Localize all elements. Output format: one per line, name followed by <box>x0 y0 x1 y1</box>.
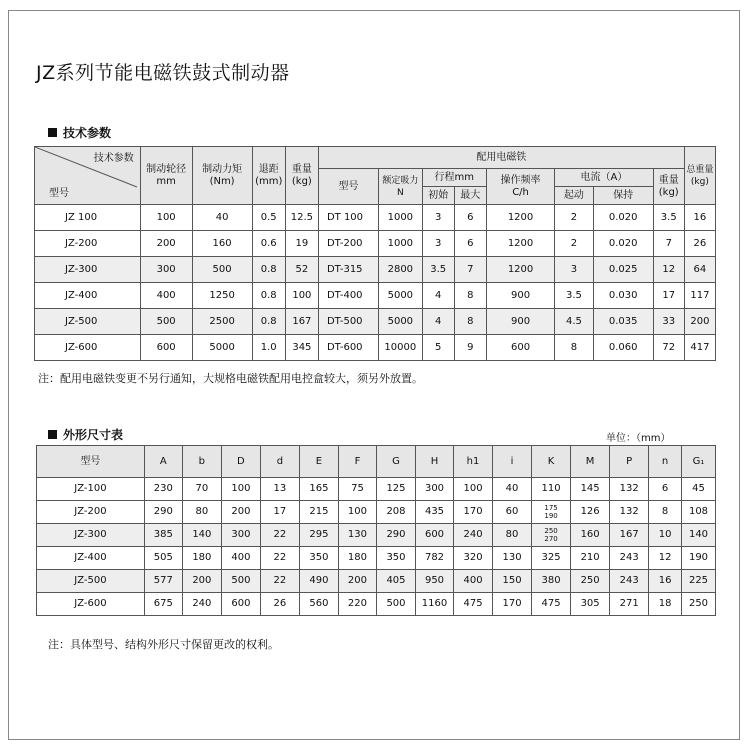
tech-table-cell: 40 <box>192 205 252 231</box>
dims-table-cell: 435 <box>416 501 454 524</box>
dims-header-cell: M <box>571 446 610 478</box>
corner-header-cell: 技术参数 型号 <box>35 147 141 205</box>
header-retreat: 退距 (mm) <box>252 147 285 205</box>
dims-table-cell: 230 <box>144 478 182 501</box>
dims-header-cell: i <box>493 446 532 478</box>
dims-header-cell: b <box>182 446 221 478</box>
tech-table-cell: 600 <box>486 335 554 361</box>
dims-table-cell: 75 <box>338 478 376 501</box>
tech-table-cell: 500 <box>192 257 252 283</box>
dims-table-cell: 60 <box>493 501 532 524</box>
tech-table-cell: 6 <box>454 205 486 231</box>
tech-table-cell: 7 <box>653 231 684 257</box>
tech-table-row <box>35 283 716 309</box>
tech-table-cell: 900 <box>486 283 554 309</box>
dims-table-cell: 1160 <box>416 593 454 616</box>
dimensions-table <box>36 445 716 616</box>
tech-table-cell: 167 <box>285 309 318 335</box>
dims-header-cell: F <box>338 446 376 478</box>
unit-label: 单位：（mm） <box>606 433 671 444</box>
dims-table-cell: 208 <box>376 501 415 524</box>
tech-table-cell: 0.060 <box>593 335 653 361</box>
dims-table-cell: 240 <box>182 593 221 616</box>
dims-table-cell: 130 <box>338 524 376 547</box>
tech-table-row <box>35 231 716 257</box>
tech-table-cell: 117 <box>684 283 715 309</box>
dims-table-cell: 167 <box>610 524 649 547</box>
tech-params-table <box>34 146 716 361</box>
dims-header-cell: n <box>649 446 682 478</box>
tech-table-cell: 8 <box>454 283 486 309</box>
dims-table-row <box>37 501 716 524</box>
dims-header-cell: h1 <box>454 446 493 478</box>
header-stroke-max: 最大 <box>454 187 486 205</box>
dims-table-cell: 10 <box>649 524 682 547</box>
dims-table-cell: 475 <box>532 593 571 616</box>
dims-cell-subvalue: 250 <box>544 527 558 535</box>
tech-table-row <box>35 257 716 283</box>
dims-table-cell: 6 <box>649 478 682 501</box>
dims-header-cell: P <box>610 446 649 478</box>
tech-table-cell: 3.5 <box>653 205 684 231</box>
tech-table-cell: 2800 <box>379 257 423 283</box>
dims-table-cell: 300 <box>221 524 260 547</box>
tech-table-cell: 200 <box>140 231 192 257</box>
tech-table-cell: 19 <box>285 231 318 257</box>
tech-table-cell: 1200 <box>486 231 554 257</box>
dims-table-row <box>37 524 716 547</box>
header-torque: 制动力矩 (Nm) <box>192 147 252 205</box>
dims-table-cell: 132 <box>610 478 649 501</box>
dims-table-row <box>37 570 716 593</box>
dims-table-cell: 100 <box>338 501 376 524</box>
tech-table-cell: 0.025 <box>593 257 653 283</box>
dims-table-cell: 180 <box>338 547 376 570</box>
dims-table-cell: 22 <box>260 547 299 570</box>
dims-table-cell: 490 <box>299 570 338 593</box>
page-title: JZ系列节能电磁铁鼓式制动器 <box>36 62 290 84</box>
dims-table-cell: 100 <box>221 478 260 501</box>
tech-table-cell: 300 <box>140 257 192 283</box>
tech-table-cell: 600 <box>140 335 192 361</box>
dims-table-cell: 130 <box>493 547 532 570</box>
tech-table-cell: 52 <box>285 257 318 283</box>
tech-table-cell: DT-315 <box>318 257 378 283</box>
dims-note: 注：具体型号、结构外形尺寸保留更改的权利。 <box>48 638 279 651</box>
dims-table-cell: 300 <box>416 478 454 501</box>
tech-table-cell: 1000 <box>379 231 423 257</box>
header-wheel: 制动轮径 mm <box>140 147 192 205</box>
dims-header-cell: H <box>416 446 454 478</box>
tech-table-cell: 3 <box>422 231 454 257</box>
dims-table-cell <box>532 524 571 547</box>
dims-table-cell: JZ-500 <box>37 570 145 593</box>
dims-table-cell: 400 <box>454 570 493 593</box>
dims-table-cell: 13 <box>260 478 299 501</box>
dims-table-cell: 500 <box>376 593 415 616</box>
tech-table-cell: 7 <box>454 257 486 283</box>
tech-table-cell: 2 <box>555 231 593 257</box>
dims-table-cell: 17 <box>260 501 299 524</box>
tech-table-cell: 400 <box>140 283 192 309</box>
header-magnet-freq: 操作频率 C/h <box>486 169 554 205</box>
dims-table-cell: 180 <box>182 547 221 570</box>
dims-table-cell: 132 <box>610 501 649 524</box>
dims-table-cell: 108 <box>682 501 716 524</box>
dims-table-cell: 271 <box>610 593 649 616</box>
dims-header-cell: 型号 <box>37 446 145 478</box>
header-stroke-init: 初始 <box>422 187 454 205</box>
dims-table-cell: 400 <box>221 547 260 570</box>
dims-table-cell: 22 <box>260 570 299 593</box>
tech-table-cell: 100 <box>140 205 192 231</box>
dims-table-cell: 18 <box>649 593 682 616</box>
tech-table-cell: 0.035 <box>593 309 653 335</box>
tech-table-cell: 0.8 <box>252 283 285 309</box>
tech-table-cell: 72 <box>653 335 684 361</box>
tech-table-cell: 10000 <box>379 335 423 361</box>
dims-table-cell: 45 <box>682 478 716 501</box>
dims-table-cell: 290 <box>376 524 415 547</box>
dims-table-cell: 80 <box>493 524 532 547</box>
bullet-square-icon <box>48 128 57 137</box>
dims-table-cell: 225 <box>682 570 716 593</box>
header-weight: 重量 (kg) <box>285 147 318 205</box>
dims-table-cell: 782 <box>416 547 454 570</box>
dims-table-cell: 290 <box>144 501 182 524</box>
dims-table-cell <box>532 501 571 524</box>
dims-table-cell: 405 <box>376 570 415 593</box>
dims-table-cell: 190 <box>682 547 716 570</box>
tech-table-cell: 5000 <box>379 283 423 309</box>
dims-table-cell: JZ-100 <box>37 478 145 501</box>
tech-table-cell: 0.020 <box>593 205 653 231</box>
dims-table-cell: 100 <box>454 478 493 501</box>
tech-table-cell: 3 <box>422 205 454 231</box>
dims-table-cell: 320 <box>454 547 493 570</box>
dims-table-cell: 200 <box>338 570 376 593</box>
dims-table-cell: 500 <box>221 570 260 593</box>
tech-table-cell: 4 <box>422 309 454 335</box>
tech-table-cell: 0.6 <box>252 231 285 257</box>
tech-table-cell: 5000 <box>379 309 423 335</box>
dims-table-cell: 40 <box>493 478 532 501</box>
header-magnet-weight: 重量 (kg) <box>653 169 684 205</box>
tech-table-cell: 26 <box>684 231 715 257</box>
dims-table-cell: 170 <box>493 593 532 616</box>
tech-table-cell: 8 <box>555 335 593 361</box>
dims-table-cell: 220 <box>338 593 376 616</box>
dims-table-cell: 170 <box>454 501 493 524</box>
tech-table-cell: 0.5 <box>252 205 285 231</box>
dims-cell-subvalue: 190 <box>544 512 558 520</box>
tech-table-cell: 2 <box>555 205 593 231</box>
tech-table-cell: 900 <box>486 309 554 335</box>
tech-table-cell: 0.030 <box>593 283 653 309</box>
tech-table-cell: 0.020 <box>593 231 653 257</box>
dims-cell-subvalue: 270 <box>544 535 558 543</box>
tech-table-cell: 200 <box>684 309 715 335</box>
header-total-weight: 总重量 (kg) <box>684 147 715 205</box>
tech-table-cell: JZ-300 <box>35 257 141 283</box>
tech-table-row <box>35 335 716 361</box>
dims-table-cell: 295 <box>299 524 338 547</box>
tech-table-cell: 64 <box>684 257 715 283</box>
dims-table-cell: 675 <box>144 593 182 616</box>
tech-table-cell: DT 100 <box>318 205 378 231</box>
tech-table-cell: 8 <box>454 309 486 335</box>
dims-table-cell: 560 <box>299 593 338 616</box>
dims-table-cell: 600 <box>221 593 260 616</box>
tech-table-cell: DT-600 <box>318 335 378 361</box>
dims-header-cell: D <box>221 446 260 478</box>
dims-table-cell: 8 <box>649 501 682 524</box>
tech-table-cell: DT-200 <box>318 231 378 257</box>
dims-table-cell: 200 <box>182 570 221 593</box>
dims-table-cell: 110 <box>532 478 571 501</box>
dims-table-cell: 126 <box>571 501 610 524</box>
dims-header-cell: K <box>532 446 571 478</box>
dims-table-row <box>37 547 716 570</box>
tech-table-cell: JZ-400 <box>35 283 141 309</box>
dims-table-cell: 240 <box>454 524 493 547</box>
tech-table-cell: 3.5 <box>555 283 593 309</box>
tech-table-cell: 12.5 <box>285 205 318 231</box>
dims-cell-subvalue: 175 <box>544 504 558 512</box>
tech-table-cell: JZ-200 <box>35 231 141 257</box>
dims-table-cell: 577 <box>144 570 182 593</box>
header-magnet-force: 额定吸力 N <box>379 169 423 205</box>
tech-table-cell: 345 <box>285 335 318 361</box>
dims-table-cell: 80 <box>182 501 221 524</box>
tech-table-cell: JZ-500 <box>35 309 141 335</box>
dims-table-cell: JZ-400 <box>37 547 145 570</box>
dims-table-cell: 140 <box>682 524 716 547</box>
header-current-start: 起动 <box>555 187 593 205</box>
tech-table-cell: 9 <box>454 335 486 361</box>
tech-section-heading: 技术参数 <box>48 124 111 141</box>
dims-table-cell: 12 <box>649 547 682 570</box>
dims-table-cell: 350 <box>299 547 338 570</box>
dims-table-cell: 210 <box>571 547 610 570</box>
dims-table-cell: 16 <box>649 570 682 593</box>
dims-header-cell: E <box>299 446 338 478</box>
dims-table-cell: 385 <box>144 524 182 547</box>
tech-table-cell: 5 <box>422 335 454 361</box>
dims-table-cell: JZ-200 <box>37 501 145 524</box>
dims-table-row <box>37 593 716 616</box>
tech-table-cell: 500 <box>140 309 192 335</box>
dims-table-cell: 160 <box>571 524 610 547</box>
dims-table-cell: 243 <box>610 547 649 570</box>
tech-table-cell: DT-500 <box>318 309 378 335</box>
dims-table-cell: 22 <box>260 524 299 547</box>
tech-table-cell: 0.8 <box>252 257 285 283</box>
dims-header-cell: G <box>376 446 415 478</box>
tech-table-cell: 3 <box>555 257 593 283</box>
tech-table-row <box>35 205 716 231</box>
header-magnet-group: 配用电磁铁 <box>318 147 684 169</box>
dims-table-cell: 380 <box>532 570 571 593</box>
dims-table-cell: 145 <box>571 478 610 501</box>
tech-table-cell: 3.5 <box>422 257 454 283</box>
dims-table-cell: 600 <box>416 524 454 547</box>
tech-table-cell: 100 <box>285 283 318 309</box>
dims-table-cell: 243 <box>610 570 649 593</box>
tech-table-cell: JZ 100 <box>35 205 141 231</box>
dims-header-cell: d <box>260 446 299 478</box>
dims-table-cell: 505 <box>144 547 182 570</box>
dims-table-cell: 125 <box>376 478 415 501</box>
dims-table-cell: JZ-600 <box>37 593 145 616</box>
tech-table-cell: 1.0 <box>252 335 285 361</box>
tech-note: 注：配用电磁铁变更不另行通知，大规格电磁铁配用电控盒较大，须另外放置。 <box>38 372 423 385</box>
tech-table-cell: 12 <box>653 257 684 283</box>
dims-table-cell: 250 <box>682 593 716 616</box>
bullet-square-icon <box>48 430 57 439</box>
tech-table-cell: 1250 <box>192 283 252 309</box>
tech-table-cell: 17 <box>653 283 684 309</box>
dims-table-cell: 140 <box>182 524 221 547</box>
dims-table-cell: 475 <box>454 593 493 616</box>
dims-header-cell: G₁ <box>682 446 716 478</box>
header-magnet-current: 电流（A） <box>555 169 653 187</box>
dims-table-cell: 305 <box>571 593 610 616</box>
dims-table-cell: 165 <box>299 478 338 501</box>
tech-table-cell: JZ-600 <box>35 335 141 361</box>
tech-table-cell: 5000 <box>192 335 252 361</box>
tech-table-cell: 16 <box>684 205 715 231</box>
dims-table-cell: 950 <box>416 570 454 593</box>
tech-table-cell: 1200 <box>486 205 554 231</box>
dims-table-cell: JZ-300 <box>37 524 145 547</box>
dims-table-cell: 200 <box>221 501 260 524</box>
dims-table-row <box>37 478 716 501</box>
tech-table-cell: 1000 <box>379 205 423 231</box>
dims-table-cell: 215 <box>299 501 338 524</box>
tech-table-cell: 0.8 <box>252 309 285 335</box>
tech-table-cell: 1200 <box>486 257 554 283</box>
tech-table-row <box>35 309 716 335</box>
dims-section-heading: 外形尺寸表 <box>48 426 123 443</box>
dims-table-cell: 150 <box>493 570 532 593</box>
tech-table-cell: 417 <box>684 335 715 361</box>
dims-table-cell: 26 <box>260 593 299 616</box>
dims-header-cell: A <box>144 446 182 478</box>
tech-table-cell: 160 <box>192 231 252 257</box>
tech-table-cell: 33 <box>653 309 684 335</box>
header-current-hold: 保持 <box>593 187 653 205</box>
dims-table-cell: 350 <box>376 547 415 570</box>
tech-table-cell: 2500 <box>192 309 252 335</box>
tech-table-cell: DT-400 <box>318 283 378 309</box>
tech-table-cell: 4.5 <box>555 309 593 335</box>
dims-table-cell: 250 <box>571 570 610 593</box>
tech-table-cell: 6 <box>454 231 486 257</box>
dims-table-cell: 325 <box>532 547 571 570</box>
header-magnet-stroke: 行程mm <box>422 169 486 187</box>
dims-table-cell: 70 <box>182 478 221 501</box>
tech-table-cell: 4 <box>422 283 454 309</box>
header-magnet-model: 型号 <box>318 169 378 205</box>
